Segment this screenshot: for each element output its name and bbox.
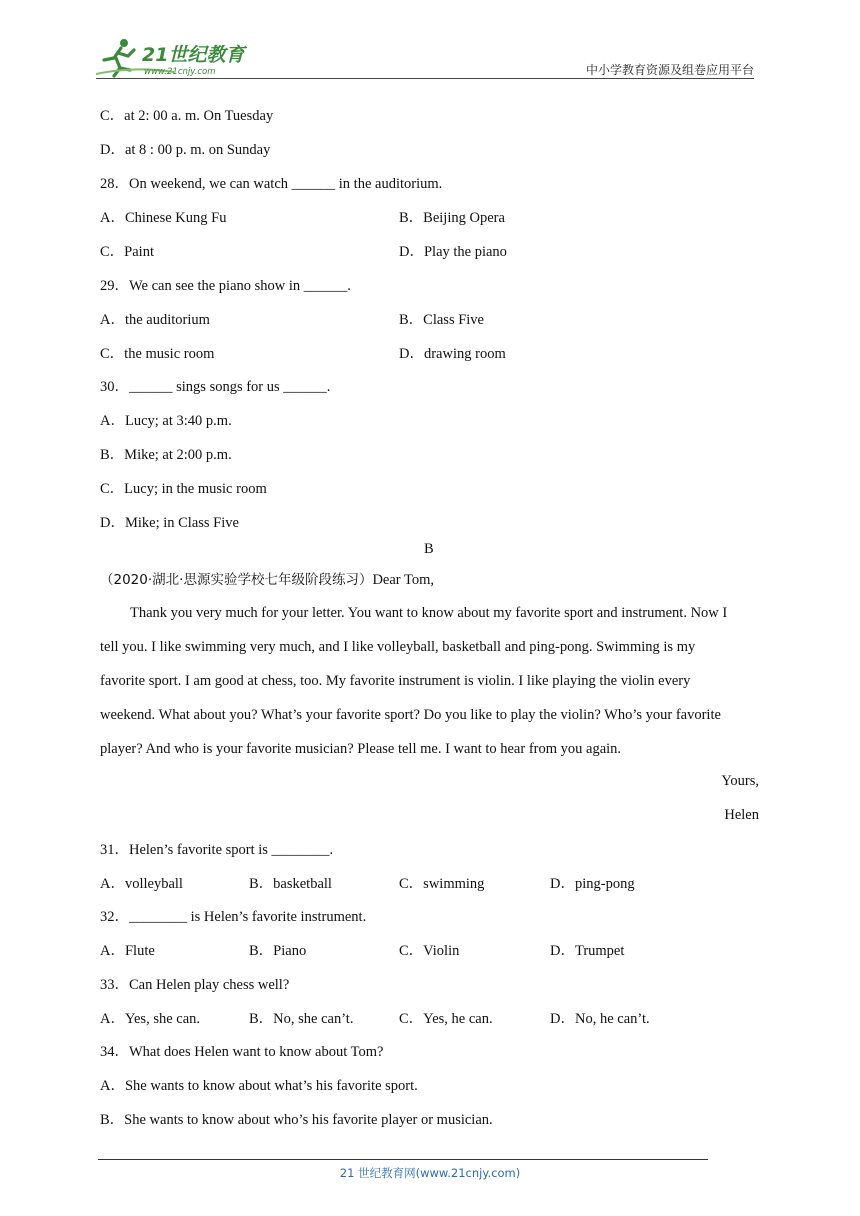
q33-option-d: D．No, he can’t.: [550, 1011, 650, 1027]
letter-greeting: Dear Tom,: [372, 572, 434, 588]
q31-option-a: A．volleyball: [100, 876, 183, 892]
q33-option-c: C．Yes, he can.: [399, 1011, 493, 1027]
q27-option-c: C．at 2: 00 a. m. On Tuesday: [100, 108, 274, 124]
q33-option-a: A．Yes, she can.: [100, 1011, 201, 1027]
q34-option-a: A．She wants to know about what’s his favorite sport.: [100, 1078, 418, 1094]
letter-closing: Yours,: [721, 773, 759, 789]
q28-option-b: B．Beijing Opera: [399, 210, 505, 226]
passage-source: （2020·湖北·思源实验学校七年级阶段练习）: [100, 572, 373, 588]
q33-stem: 33．Can Helen play chess well?: [100, 977, 290, 993]
svg-text:21世纪教育: 21世纪教育: [142, 44, 245, 66]
q30-option-b: B．Mike; at 2:00 p.m.: [100, 447, 232, 463]
q32-option-c: C．Violin: [399, 943, 460, 959]
runner-logo-icon: [94, 36, 264, 78]
q32-stem: 32．________ is Helen’s favorite instrument.: [100, 909, 367, 925]
q31-option-b: B．basketball: [249, 876, 332, 892]
passage-line: Thank you very much for your letter. You want to know about my favorite sport and instrument. Now I: [130, 605, 728, 621]
q32-option-b: B．Piano: [249, 943, 307, 959]
site-logo: [94, 36, 264, 78]
q29-option-b: B．Class Five: [399, 312, 484, 328]
svg-text:www.21cnjy.com: www.21cnjy.com: [144, 67, 216, 77]
q28-option-a: A．Chinese Kung Fu: [100, 210, 227, 226]
header-divider: [96, 78, 754, 79]
letter-signature: Helen: [724, 807, 759, 823]
passage-line: tell you. I like swimming very much, and I like volleyball, basketball and ping-pong. Swimming is my: [100, 639, 696, 655]
q27-option-d: D．at 8 : 00 p. m. on Sunday: [100, 142, 271, 158]
q29-option-a: A．the auditorium: [100, 312, 210, 328]
q31-option-d: D．ping-pong: [550, 876, 635, 892]
q31-option-c: C．swimming: [399, 876, 485, 892]
q29-stem: 29．We can see the piano show in ______.: [100, 278, 351, 294]
q34-stem: 34．What does Helen want to know about Tom?: [100, 1044, 384, 1060]
q28-option-d: D．Play the piano: [399, 244, 507, 260]
q32-option-d: D．Trumpet: [550, 943, 625, 959]
q33-option-b: B．No, she can’t.: [249, 1011, 354, 1027]
passage-line: player? And who is your favorite musician? Please tell me. I want to hear from you again.: [100, 741, 622, 757]
passage-line: weekend. What about you? What’s your favorite sport? Do you like to play the violin? Who’s your favorite: [100, 707, 721, 723]
q34-option-b: B．She wants to know about who’s his favorite player or musician.: [100, 1112, 493, 1128]
q32-option-a: A．Flute: [100, 943, 155, 959]
q29-option-c: C．the music room: [100, 346, 215, 362]
passage-line: favorite sport. I am good at chess, too. My favorite instrument is violin. I like playing the violin every: [100, 673, 691, 689]
q30-option-d: D．Mike; in Class Five: [100, 515, 239, 531]
q31-stem: 31．Helen’s favorite sport is ________.: [100, 842, 334, 858]
footer-divider: [98, 1159, 708, 1160]
footer-text: 21 世纪教育网(www.21cnjy.com): [339, 1166, 521, 1180]
q30-option-c: C．Lucy; in the music room: [100, 481, 267, 497]
q28-option-c: C．Paint: [100, 244, 154, 260]
header-tagline: 中小学教育资源及组卷应用平台: [585, 63, 754, 77]
section-label: B: [424, 541, 434, 557]
q30-option-a: A．Lucy; at 3:40 p.m.: [100, 413, 232, 429]
passage-source-line: [100, 568, 434, 589]
q29-option-d: D．drawing room: [399, 346, 506, 362]
q28-stem: 28．On weekend, we can watch ______ in the auditorium.: [100, 176, 443, 192]
q30-stem: 30．______ sings songs for us ______.: [100, 379, 331, 395]
